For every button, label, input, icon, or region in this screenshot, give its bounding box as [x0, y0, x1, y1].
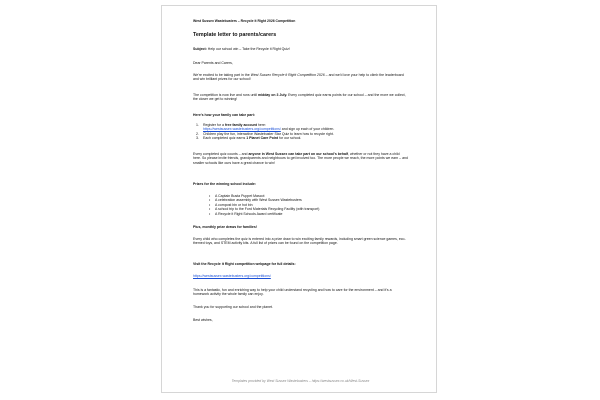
document-footer: Templates provided by West Sussex Wastebusters – https://westsussex.co.uk/West-Sussex — [231, 379, 370, 384]
step-bold-text: free family account — [225, 123, 257, 127]
intro-text-post: – and we'd love your help to climb the leaderboard and win brilliant prizes for our school! — [193, 73, 404, 82]
prize-item: • A celebration assembly with West Sussex Wastebusters — [215, 198, 405, 202]
greeting: Dear Parents and Carers, — [193, 61, 233, 65]
steps-list — [196, 123, 408, 141]
count-bold-text: anyone in West Sussex can take part on our school's behalf — [248, 152, 349, 156]
step-text: and sign up each of your children. — [281, 127, 335, 132]
prize-item: • A compost bin or hot bin — [215, 203, 405, 207]
step-text: for our school. — [279, 136, 302, 141]
prize-item: • A Recycle it Right Schools Award certificate — [215, 212, 405, 216]
step-number: 1. — [196, 123, 199, 127]
step-text: Children play the fun, interactive Wastebuster Star Quiz to learn how to recycle right. — [203, 131, 334, 136]
intro-text-pre: We're excited to be taking part in the — [193, 73, 250, 77]
fun-paragraph: This is a fantastic, fun and enriching way to help your child understand recycling and how to care for the environment – and it's a homework activity the whole family can enjoy. — [193, 288, 392, 297]
prizes-heading: Prizes for the winning school include: — [193, 182, 257, 186]
step-item — [196, 123, 408, 132]
document-header: West Sussex Wastebusters – Recycle it Right 2026 Competition — [193, 19, 296, 23]
subject-line — [193, 47, 408, 51]
step-item — [196, 136, 408, 141]
prizes-list — [215, 194, 405, 216]
deadline-text: midday on 3 July. — [258, 93, 288, 97]
competition-live-paragraph — [193, 93, 408, 102]
visit-link-line — [193, 274, 408, 278]
prize-item: • A Captain Busta Puppet Mascot — [215, 194, 405, 198]
register-link[interactable]: https://westsussex.wastebusters.org/competitions/ — [203, 127, 281, 132]
step-text: Register for a — [203, 123, 225, 127]
step-number: 3. — [196, 136, 199, 141]
visit-heading: Visit the Recycle it Right competition webpage for full details: — [193, 262, 296, 266]
monthly-draw-paragraph: Every child who completes the quiz is entered into a prize draw to win exciting family rewards, including smart green science games, eco-themed toys, and STEM activity kits. A full list of prizes can be found on the competition page. — [193, 237, 406, 246]
subject-text: Help our school win – Take the Recycle it Right Quiz! — [207, 47, 290, 51]
step-text: Each completed quiz earns — [203, 136, 246, 141]
intro-paragraph — [193, 73, 408, 82]
prize-item: • A school trip to the Ford Materials Recycling Facility (with transport) — [215, 207, 405, 211]
step-text: here: — [257, 123, 266, 127]
document-title: Template letter to parents/carers — [193, 32, 277, 38]
step-number: 2. — [196, 131, 199, 136]
count-text-post: , whether or not they have a child here. So please invite friends, grandparents and neighbours to get involved too. The more people we reach, the more points we earn – and smaller schools like ours have a great chance to win! — [193, 152, 408, 165]
live-text-post: Every completed quiz earns points for our school – and the more we collect, the closer we get to winning! — [193, 93, 406, 102]
thanks-line: Thank you for supporting our school and the planet. — [193, 305, 273, 309]
count-text-pre: Every completed quiz counts – and — [193, 152, 248, 156]
monthly-draw-heading: Plus, monthly prize draws for families! — [193, 225, 257, 229]
sign-off: Best wishes, — [193, 318, 213, 322]
competition-webpage-link[interactable]: https://westsussex.wastebusters.org/competitions/ — [193, 274, 271, 278]
how-to-heading: Here's how your family can take part: — [193, 113, 255, 117]
step-bold-text: 1 Planet Care Point — [246, 136, 279, 141]
intro-competition-name: West Sussex Recycle it Right Competition 2026 — [250, 73, 325, 77]
live-text-pre: The competition is now live and runs until — [193, 93, 258, 97]
subject-label: Subject: — [193, 47, 207, 51]
everyone-counts-paragraph — [193, 152, 408, 165]
